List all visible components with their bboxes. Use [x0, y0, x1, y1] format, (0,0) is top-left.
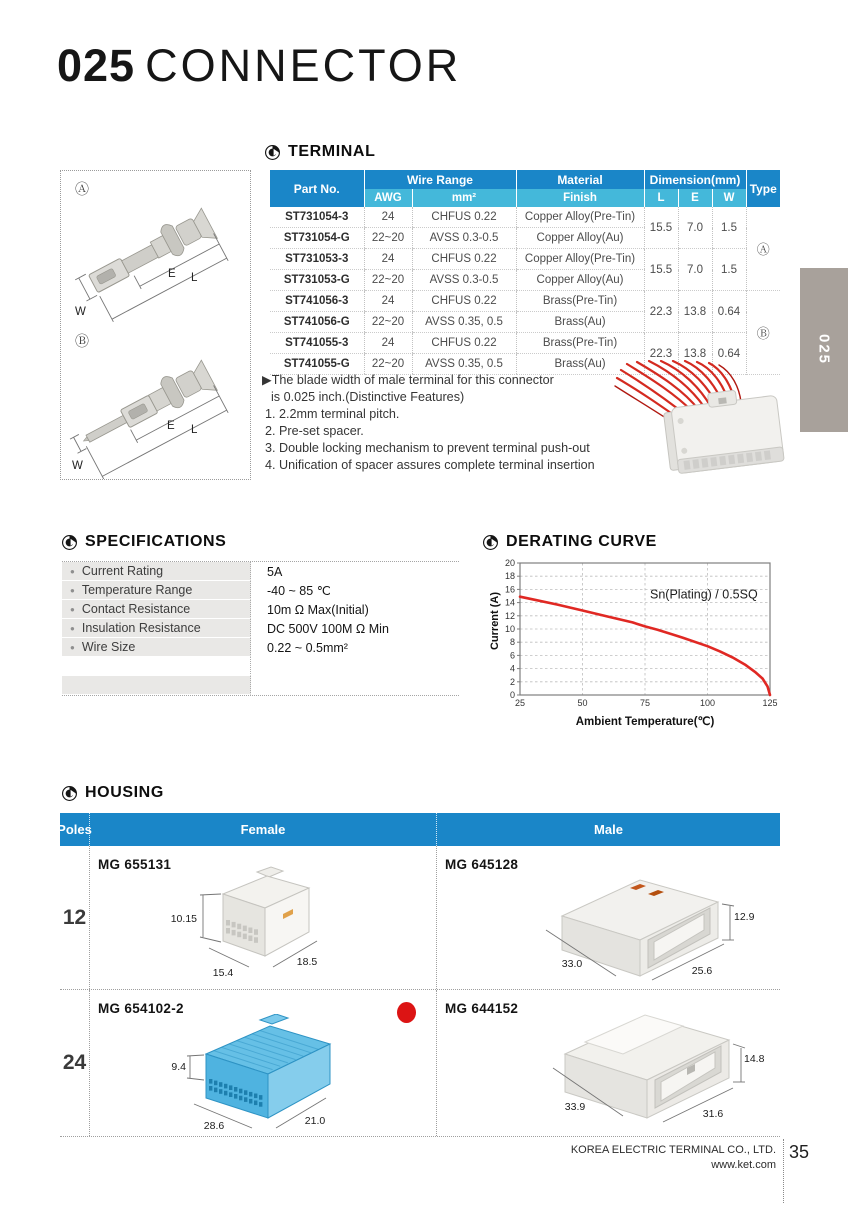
table-row	[270, 291, 780, 312]
female-housing-cell	[89, 990, 436, 1136]
housing-table	[57, 813, 780, 1137]
poles-count: 12	[62, 905, 87, 929]
col-header-wire-range: Wire Range	[364, 170, 516, 189]
awg-cell: 22~20	[364, 354, 412, 375]
svg-text:8: 8	[509, 637, 515, 648]
spec-value: 0.22 ~ 0.5mm²	[267, 640, 348, 655]
dim-width2: 18.5	[296, 956, 318, 968]
housing-table-header	[57, 813, 780, 846]
finish-cell: Brass(Pre-Tin)	[516, 333, 644, 354]
col-header-finish: Finish	[516, 189, 644, 207]
dim-height: 10.15	[170, 913, 197, 925]
spec-value: 5A	[267, 564, 283, 579]
footer-company-name: KOREA ELECTRIC TERMINAL CO., LTD.	[570, 1144, 776, 1156]
svg-text:4: 4	[509, 663, 515, 674]
svg-text:100: 100	[699, 698, 716, 708]
mm2-cell: CHFUS 0.22	[412, 207, 516, 228]
spec-value: DC 500V 100M Ω Min	[267, 621, 389, 636]
col-header-e: E	[678, 189, 712, 207]
female-12-drawing	[145, 864, 385, 984]
feature-intro-line2: is 0.025 inch.(Distinctive Features)	[271, 390, 465, 404]
spec-row	[62, 676, 459, 695]
spec-value	[251, 676, 267, 695]
svg-text:125: 125	[762, 698, 778, 708]
finish-cell: Brass(Au)	[516, 312, 644, 333]
mm2-cell: AVSS 0.35, 0.5	[412, 312, 516, 333]
terminal-a-drawing	[67, 191, 243, 327]
type-cell: Ⓐ	[746, 207, 780, 291]
section-bullet-icon	[62, 535, 77, 550]
col-header-w: W	[712, 189, 746, 207]
col-header-male: Male	[436, 813, 780, 846]
col-header-material: Material	[516, 170, 644, 189]
triangle-bullet-icon: ▶	[262, 373, 272, 387]
dim-w-label: W	[72, 460, 83, 472]
dim-width2: 25.6	[691, 965, 713, 977]
features-list	[262, 372, 634, 474]
spec-label: Current Rating	[81, 564, 164, 578]
dim-e-cell: 13.8	[678, 333, 712, 375]
spec-row	[62, 581, 459, 600]
footer-website: www.ket.com	[711, 1159, 776, 1171]
finish-cell: Brass(Au)	[516, 354, 644, 375]
svg-text:75: 75	[639, 698, 651, 708]
col-header-l: L	[644, 189, 678, 207]
part-no-cell: ST741055-G	[270, 354, 364, 375]
dim-height: 14.8	[744, 1053, 765, 1065]
mm2-cell: AVSS 0.35, 0.5	[412, 354, 516, 375]
dim-height: 12.9	[734, 911, 755, 923]
page-title	[57, 40, 461, 92]
page-title-number: 025	[57, 40, 136, 91]
male-24-drawing	[537, 1004, 772, 1130]
spec-label: Insulation Resistance	[81, 621, 201, 635]
x-axis-label: Ambient Temperature(℃)	[575, 716, 715, 728]
mm2-cell: CHFUS 0.22	[412, 333, 516, 354]
section-bullet-icon	[265, 145, 280, 160]
dim-width1: 33.9	[564, 1101, 586, 1113]
svg-text:6: 6	[509, 650, 515, 661]
part-no-cell: ST741056-G	[270, 312, 364, 333]
mm2-cell: CHFUS 0.22	[412, 249, 516, 270]
terminal-section-heading	[265, 143, 375, 161]
terminal-type-a-label: Ⓐ	[75, 181, 89, 197]
dim-width2: 31.6	[702, 1108, 724, 1120]
awg-cell: 24	[364, 207, 412, 228]
dim-e-label: E	[167, 420, 175, 432]
dim-width2: 21.0	[304, 1115, 326, 1127]
dim-l-cell: 22.3	[644, 333, 678, 375]
male-12-drawing	[532, 864, 762, 984]
svg-text:Sn(Plating) / 0.5SQ: Sn(Plating) / 0.5SQ	[650, 587, 758, 602]
dim-l-label: L	[191, 272, 198, 284]
finish-cell: Copper Alloy(Pre-Tin)	[516, 249, 644, 270]
part-number: MG 644152	[445, 1001, 519, 1016]
derating-chart	[483, 553, 803, 738]
male-housing-cell	[436, 990, 780, 1136]
svg-text:14: 14	[504, 597, 515, 608]
footer-divider	[783, 1139, 784, 1203]
dim-l-label: L	[191, 424, 198, 436]
feature-item: 4. Unification of spacer assures complete terminal insertion	[265, 458, 595, 472]
derating-section-heading	[483, 533, 657, 551]
poles-count: 24	[62, 1051, 87, 1074]
housing-row-24	[60, 990, 780, 1136]
spec-row	[62, 657, 459, 676]
part-number: MG 654102-2	[98, 1001, 184, 1016]
spec-value: -40 ~ 85 ℃	[267, 584, 331, 598]
connector-photo	[613, 360, 788, 482]
spec-row	[62, 600, 459, 619]
feature-item: 3. Double locking mechanism to prevent terminal push-out	[265, 441, 590, 455]
page-number: 35	[789, 1142, 810, 1162]
awg-cell: 22~20	[364, 270, 412, 291]
terminal-b-drawing	[67, 343, 243, 479]
finish-cell: Copper Alloy(Pre-Tin)	[516, 207, 644, 228]
svg-text:18: 18	[504, 571, 515, 582]
part-no-cell: ST731054-3	[270, 207, 364, 228]
dim-height: 9.4	[171, 1061, 186, 1073]
dot-bullet-icon: ●	[70, 623, 75, 633]
dot-bullet-icon: ●	[70, 566, 75, 576]
terminal-section-title: TERMINAL	[288, 143, 376, 160]
awg-cell: 24	[364, 249, 412, 270]
dot-bullet-icon: ●	[70, 585, 75, 595]
dim-w-cell: 1.5	[712, 207, 746, 249]
mm2-cell: CHFUS 0.22	[412, 291, 516, 312]
table-row	[270, 249, 780, 270]
finish-cell: Copper Alloy(Au)	[516, 228, 644, 249]
svg-text:2: 2	[509, 676, 515, 687]
svg-text:16: 16	[504, 584, 515, 595]
awg-cell: 24	[364, 291, 412, 312]
part-no-cell: ST741055-3	[270, 333, 364, 354]
awg-cell: 24	[364, 333, 412, 354]
specifications-section-title: SPECIFICATIONS	[85, 533, 227, 550]
svg-text:20: 20	[504, 558, 515, 568]
spec-label: Wire Size	[81, 640, 136, 654]
col-header-poles: Poles	[57, 822, 92, 837]
spec-row	[62, 562, 459, 581]
col-header-type: Type	[746, 170, 780, 207]
col-header-mm2: mm²	[412, 189, 516, 207]
part-number: MG 655131	[98, 857, 172, 872]
finish-cell: Brass(Pre-Tin)	[516, 291, 644, 312]
dim-l-cell: 15.5	[644, 249, 678, 291]
awg-cell: 22~20	[364, 228, 412, 249]
footer-company-block	[430, 1143, 776, 1173]
svg-text:10: 10	[504, 624, 515, 634]
dot-bullet-icon: ●	[70, 642, 75, 652]
mm2-cell: AVSS 0.3-0.5	[412, 270, 516, 291]
terminal-type-b-label: Ⓑ	[75, 333, 89, 349]
spec-row	[62, 619, 459, 638]
svg-text:12: 12	[504, 610, 515, 621]
finish-cell: Copper Alloy(Au)	[516, 270, 644, 291]
col-header-part-no: Part No.	[270, 170, 364, 207]
mm2-cell: AVSS 0.3-0.5	[412, 228, 516, 249]
dim-width1: 33.0	[561, 958, 583, 970]
spec-value	[251, 657, 267, 676]
part-no-cell: ST731053-G	[270, 270, 364, 291]
side-index-tab: 025	[800, 268, 848, 432]
housing-section-title: HOUSING	[85, 784, 164, 801]
feature-item: 2. Pre-set spacer.	[265, 424, 364, 438]
part-no-cell: ST741056-3	[270, 291, 364, 312]
terminal-table	[270, 170, 780, 375]
housing-section-heading	[62, 784, 164, 802]
dim-e-label: E	[168, 268, 176, 280]
dim-w-cell: 0.64	[712, 291, 746, 333]
dim-e-cell: 7.0	[678, 249, 712, 291]
spec-label: Contact Resistance	[81, 602, 191, 616]
type-cell: Ⓑ	[746, 291, 780, 375]
derating-section-title: DERATING CURVE	[506, 533, 657, 550]
svg-text:50: 50	[577, 698, 588, 708]
housing-row-12	[60, 846, 780, 990]
spec-value: 10m Ω Max(Initial)	[267, 602, 369, 617]
female-24-drawing	[142, 1014, 392, 1134]
awg-cell: 22~20	[364, 312, 412, 333]
dim-e-cell: 13.8	[678, 291, 712, 333]
female-housing-cell	[89, 846, 436, 989]
derating-plot	[491, 555, 783, 709]
dim-w-label: W	[75, 306, 86, 318]
svg-text:25: 25	[514, 698, 526, 708]
terminal-photo-panel	[60, 170, 251, 480]
spec-row	[62, 638, 459, 657]
new-item-badge	[397, 1002, 416, 1023]
dim-w-cell: 0.64	[712, 333, 746, 375]
part-no-cell: ST731053-3	[270, 249, 364, 270]
dim-e-cell: 7.0	[678, 207, 712, 249]
col-header-dimension: Dimension(mm)	[644, 170, 746, 189]
dim-l-cell: 15.5	[644, 207, 678, 249]
page-title-word: CONNECTOR	[145, 40, 462, 91]
dot-bullet-icon: ●	[70, 604, 75, 614]
dim-width1: 28.6	[203, 1120, 225, 1132]
table-row	[270, 207, 780, 228]
feature-item: 1. 2.2mm terminal pitch.	[265, 407, 400, 421]
section-bullet-icon	[483, 535, 498, 550]
spec-label: Temperature Range	[81, 583, 193, 597]
dim-width1: 15.4	[212, 967, 234, 979]
svg-text:0: 0	[509, 690, 515, 700]
dim-l-cell: 22.3	[644, 291, 678, 333]
y-axis-label: Current (A)	[489, 591, 501, 651]
feature-intro-line1: ▶The blade width of male terminal for this connector	[262, 373, 554, 387]
specifications-table	[62, 561, 459, 696]
dim-w-cell: 1.5	[712, 249, 746, 291]
specifications-section-heading	[62, 533, 226, 551]
col-header-female: Female	[89, 813, 436, 846]
col-header-awg: AWG	[364, 189, 412, 207]
table-row	[270, 333, 780, 354]
part-no-cell: ST731054-G	[270, 228, 364, 249]
part-number: MG 645128	[445, 857, 519, 872]
male-housing-cell	[436, 846, 780, 989]
section-bullet-icon	[62, 786, 77, 801]
